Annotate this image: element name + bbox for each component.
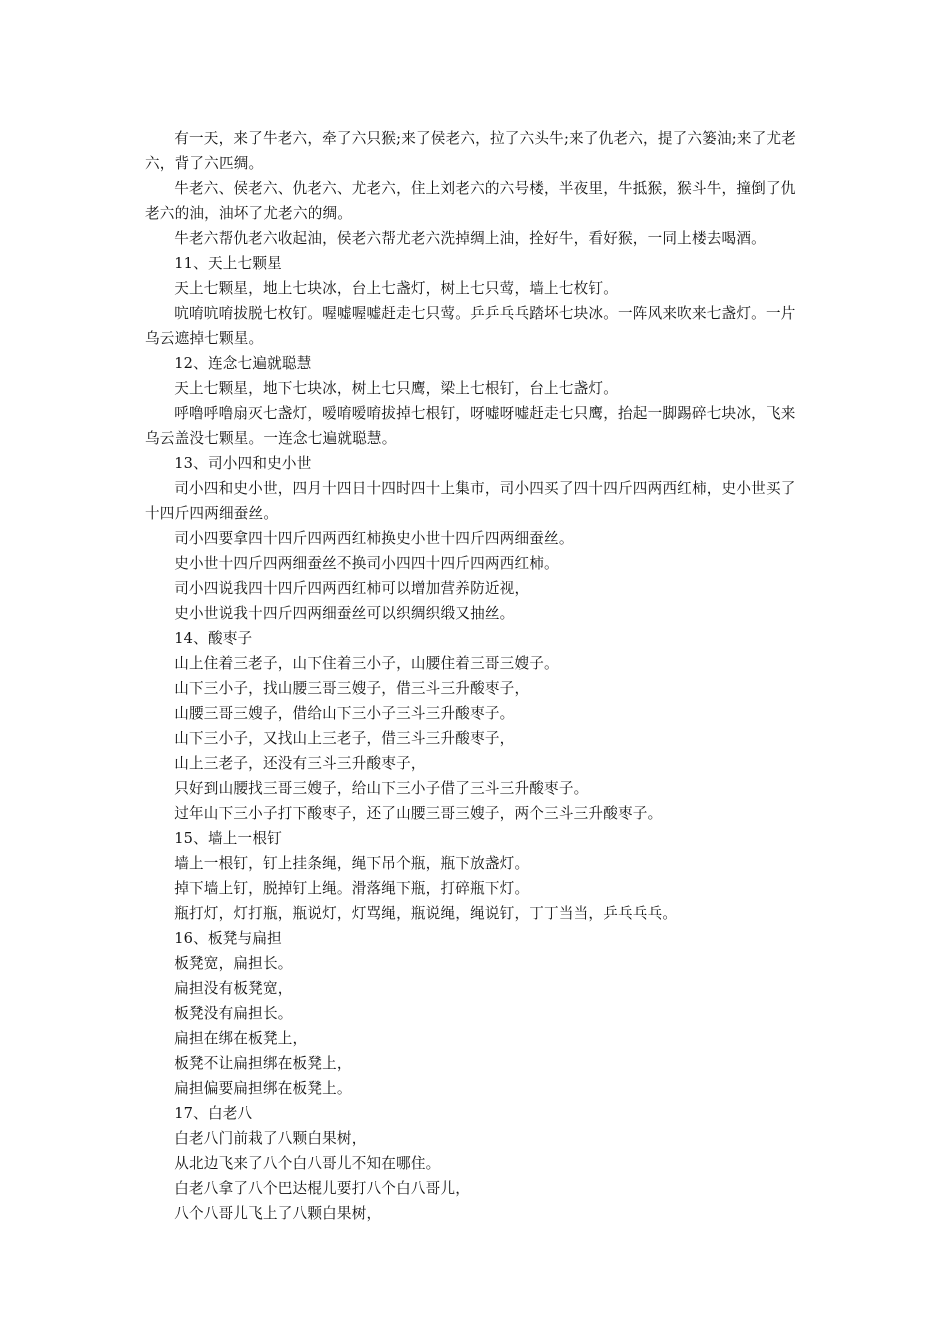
section-heading: 14、酸枣子 [174, 630, 253, 647]
paragraph: 司小四说我四十四斤四两西红柿可以增加营养防近视， [174, 580, 530, 597]
paragraph: 山腰三哥三嫂子，借给山下三小子三斗三升酸枣子。 [174, 705, 515, 722]
section-heading: 13、司小四和史小世 [174, 455, 312, 472]
paragraph: 史小世说我十四斤四两细蚕丝可以织绸织缎又抽丝。 [174, 605, 515, 622]
paragraph: 从北边飞来了八个白八哥儿不知在哪住。 [174, 1155, 441, 1172]
paragraph: 只好到山腰找三哥三嫂子，给山下三小子借了三斗三升酸枣子。 [174, 780, 589, 797]
paragraph: 山下三小子，找山腰三哥三嫂子，借三斗三升酸枣子， [174, 680, 530, 697]
paragraph: 牛老六帮仇老六收起油，侯老六帮尤老六洗掉绸上油，拴好牛，看好猴，一同上楼去喝酒。 [174, 230, 766, 247]
paragraph: 牛老六、侯老六、仇老六、尤老六，住上刘老六的六号楼，半夜里，牛抵猴，猴斗牛，撞倒了仇老六的油，油坏了尤老六的绸。 [145, 180, 796, 222]
section-heading: 15、墙上一根钉 [174, 830, 282, 847]
paragraph: 扁担没有板凳宽， [174, 980, 293, 997]
section-heading: 12、连念七遍就聪慧 [174, 355, 312, 372]
section-heading: 16、板凳与扁担 [174, 930, 282, 947]
paragraph: 掉下墙上钉，脱掉钉上绳。滑落绳下瓶，打碎瓶下灯。 [174, 880, 530, 897]
paragraph: 八个八哥儿飞上了八颗白果树， [174, 1205, 382, 1222]
paragraph: 史小世十四斤四两细蚕丝不换司小四四十四斤四两西红柿。 [174, 555, 559, 572]
paragraph: 白老八拿了八个巴达棍儿要打八个白八哥儿， [174, 1180, 471, 1197]
paragraph: 板凳不让扁担绑在板凳上， [174, 1055, 352, 1072]
paragraph: 天上七颗星，地下七块冰，树上七只鹰，梁上七根钉，台上七盏灯。 [174, 380, 619, 397]
paragraph: 山下三小子，又找山上三老子，借三斗三升酸枣子， [174, 730, 515, 747]
paragraph: 有一天，来了牛老六，牵了六只猴;来了侯老六，拉了六头牛;来了仇老六，提了六篓油;来了尤老六，背了六匹绸。 [145, 130, 797, 172]
paragraph: 瓶打灯，灯打瓶，瓶说灯，灯骂绳，瓶说绳，绳说钉，丁丁当当，乒乓乓乓。 [174, 905, 678, 922]
section-heading: 11、天上七颗星 [174, 255, 282, 272]
paragraph: 山上三老子，还没有三斗三升酸枣子， [174, 755, 426, 772]
paragraph: 墙上一根钉，钉上挂条绳，绳下吊个瓶，瓶下放盏灯。 [174, 855, 530, 872]
paragraph: 板凳没有扁担长。 [174, 1005, 293, 1022]
paragraph: 板凳宽，扁担长。 [174, 955, 293, 972]
paragraph: 白老八门前栽了八颗白果树， [174, 1130, 367, 1147]
paragraph: 过年山下三小子打下酸枣子，还了山腰三哥三嫂子，两个三斗三升酸枣子。 [174, 805, 663, 822]
paragraph: 扁担在绑在板凳上， [174, 1030, 308, 1047]
paragraph: 呼噜呼噜扇灭七盏灯，嗳唷嗳唷拔掉七根钉，呀嘘呀嘘赶走七只鹰，抬起一脚踢碎七块冰，飞来乌云盖没七颗星。一连念七遍就聪慧。 [145, 405, 796, 447]
paragraph: 扁担偏要扁担绑在板凳上。 [174, 1080, 352, 1097]
document-body [145, 126, 805, 1226]
section-heading: 17、白老八 [174, 1105, 253, 1122]
paragraph: 司小四要拿四十四斤四两西红柿换史小世十四斤四两细蚕丝。 [174, 530, 574, 547]
paragraph: 吭唷吭唷拔脱七枚钉。喔嘘喔嘘赶走七只莺。乒乒乓乓踏坏七块冰。一阵风来吹来七盏灯。一片乌云遮掉七颗星。 [145, 305, 796, 347]
paragraph: 司小四和史小世，四月十四日十四时四十上集市，司小四买了四十四斤四两西红柿，史小世买了十四斤四两细蚕丝。 [145, 480, 796, 522]
paragraph: 天上七颗星，地上七块冰，台上七盏灯，树上七只莺，墙上七枚钉。 [174, 280, 619, 297]
paragraph: 山上住着三老子，山下住着三小子，山腰住着三哥三嫂子。 [174, 655, 559, 672]
